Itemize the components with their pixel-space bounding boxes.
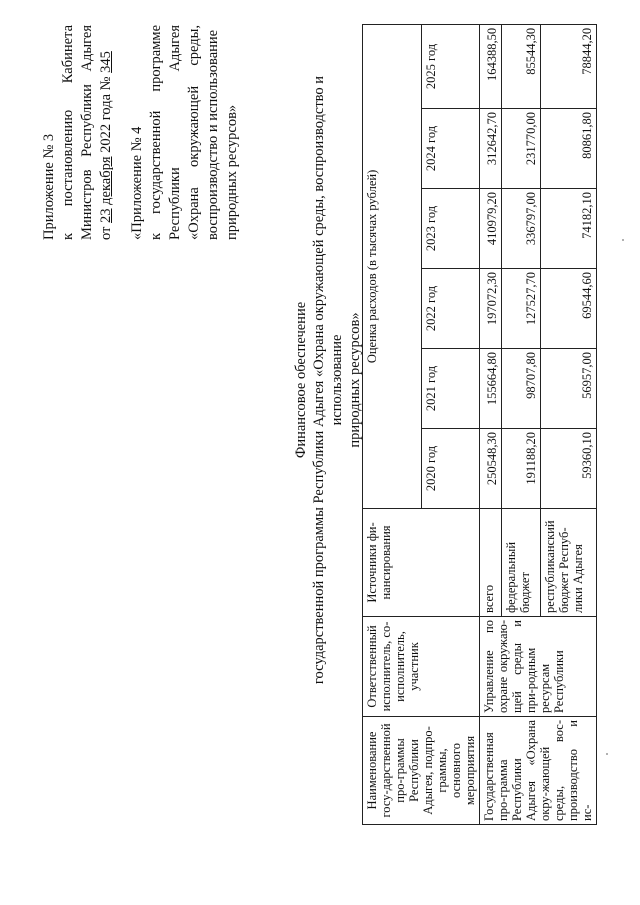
quote-line-2: к государственной программе bbox=[148, 24, 164, 240]
program-name-cell: Государственная про-грамма Республики Адыгея «Охрана окру-жающей среды, вос-производство и ис- bbox=[480, 717, 597, 825]
table-header-row bbox=[363, 24, 422, 824]
value-cell: 98707,80 bbox=[502, 349, 541, 429]
value-cell: 155664,80 bbox=[480, 349, 502, 429]
value-cell: 80861,80 bbox=[541, 109, 597, 189]
value-cell: 410979,20 bbox=[480, 189, 502, 269]
header-year: 2023 год bbox=[421, 189, 480, 269]
appendix-line-4: от 23 декабря 2022 года № 345 bbox=[98, 51, 114, 240]
title-line-2: государственной программы Республики Адыгея «Охрана окружающей среды, воспроизводство и использование bbox=[311, 75, 345, 685]
header-year: 2022 год bbox=[421, 269, 480, 349]
value-cell: 74182,10 bbox=[541, 189, 597, 269]
header-year: 2024 год bbox=[421, 109, 480, 189]
scan-speck bbox=[606, 753, 608, 755]
value-cell: 78844,20 bbox=[541, 24, 597, 108]
quote-line-6: природных ресурсов» bbox=[224, 104, 240, 240]
header-cost-estimate: Оценка расходов (в тысячах рублей) bbox=[363, 24, 422, 508]
quote-line-3: Республики Адыгея bbox=[167, 25, 183, 240]
header-year: 2020 год bbox=[421, 429, 480, 509]
title-line-1: Финансовое обеспечение bbox=[293, 301, 309, 459]
value-cell: 191188,20 bbox=[502, 429, 541, 509]
value-cell: 127527,70 bbox=[502, 269, 541, 349]
value-cell: 231770,00 bbox=[502, 109, 541, 189]
decree-number: 345 bbox=[98, 51, 114, 73]
value-cell: 85544,30 bbox=[502, 24, 541, 108]
quote-line-4: «Охрана окружающей среды, bbox=[186, 24, 202, 240]
value-cell: 56957,00 bbox=[541, 349, 597, 429]
header-year: 2025 год bbox=[421, 24, 480, 108]
appendix-line-3: Министров Республики Адыгея bbox=[79, 24, 95, 240]
appendix-block bbox=[40, 25, 242, 240]
value-cell: 164388,50 bbox=[480, 24, 502, 108]
scan-speck bbox=[622, 239, 624, 241]
source-cell: всего bbox=[480, 509, 502, 617]
appendix-line-1: Приложение № 3 bbox=[41, 133, 57, 240]
table-row bbox=[480, 24, 502, 824]
decree-month: декабря bbox=[98, 156, 114, 205]
value-cell: 250548,30 bbox=[480, 429, 502, 509]
document-title bbox=[292, 35, 364, 725]
source-cell: федеральный бюджет bbox=[502, 509, 541, 617]
quote-line-1: «Приложение № 4 bbox=[129, 126, 145, 240]
value-cell: 336797,00 bbox=[502, 189, 541, 269]
value-cell: 197072,30 bbox=[480, 269, 502, 349]
source-cell: республиканский бюджет Респуб-лики Адыгея bbox=[541, 509, 597, 617]
header-source: Источники фи-нансирования bbox=[363, 509, 480, 617]
value-cell: 59360,10 bbox=[541, 429, 597, 509]
title-line-3: природных ресурсов» bbox=[347, 312, 363, 448]
header-program-name: Наименование госу-дарственной про-граммы Республики Адыгея, подпро-граммы, основного мероприятия bbox=[363, 717, 480, 825]
quote-line-5: воспроизводство и использование bbox=[205, 29, 221, 240]
responsible-cell: Управление по охране окружаю-щей среды и при-родным ресурсам Республики bbox=[480, 617, 597, 717]
header-responsible: Ответственный исполнитель, со-исполнитель, участник bbox=[363, 617, 480, 717]
financing-table bbox=[362, 24, 597, 825]
decree-day: 23 bbox=[98, 208, 114, 223]
value-cell: 312642,70 bbox=[480, 109, 502, 189]
value-cell: 69544,60 bbox=[541, 269, 597, 349]
appendix-line-2: к постановлению Кабинета bbox=[60, 24, 76, 240]
header-year: 2021 год bbox=[421, 349, 480, 429]
